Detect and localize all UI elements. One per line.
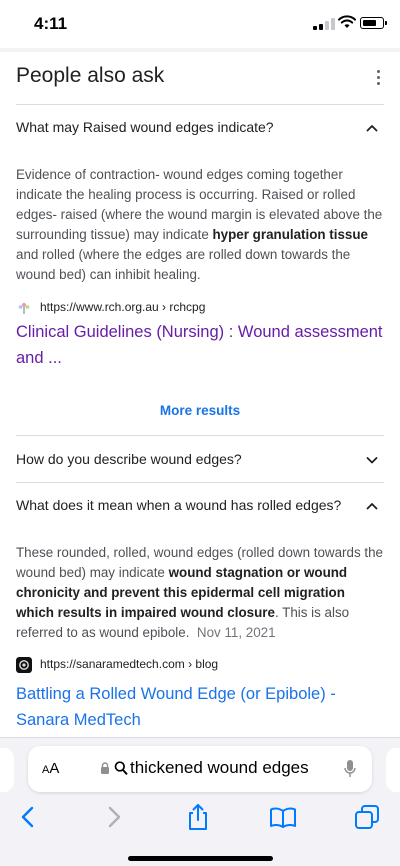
home-indicator [128,856,273,861]
previous-tab-edge[interactable] [0,748,14,792]
lock-icon [100,762,110,774]
next-tab-edge[interactable] [386,748,400,792]
people-also-ask-title: People also ask [16,64,165,87]
people-also-ask-header [0,58,400,108]
source-row-3[interactable] [16,655,384,675]
browser-toolbar [0,798,400,838]
forward-arrow-icon[interactable] [98,802,128,832]
source-url: https://sanaramedtech.com › blog [40,657,219,671]
answer-date: Nov 11, 2021 [196,625,276,640]
chevron-up-icon[interactable] [366,500,378,512]
address-text[interactable]: thickened wound edges [130,758,309,777]
answer-text-3: These rounded, rolled, wound edges (rolled down towards the wound bed) may indicate wound stagnation or wound chronicity and prevent this epidermal cell migration which results in impaired wound closure. This is also referred to as wound epibole. Nov 11, 2021 [16,545,383,640]
tabs-icon[interactable] [352,802,382,832]
browser-bottom-bar [0,737,400,866]
bookmarks-icon[interactable] [268,802,298,832]
answer-highlight: wound stagnation or wound chronicity and prevent this epidermal cell migration which results in impaired wound closure [16,565,348,620]
reader-settings-button[interactable]: AA [42,760,60,777]
chevron-up-icon[interactable] [366,122,378,134]
question-row-1[interactable] [0,104,400,152]
microphone-icon[interactable] [344,759,356,779]
status-bar [0,0,400,48]
source-row-1[interactable] [16,298,384,318]
question-text: How do you describe wound edges? [16,451,242,467]
section-separator [0,48,400,52]
answer-highlight: hyper granulation tissue [212,227,369,242]
more-options-icon[interactable] [372,70,384,90]
back-arrow-icon[interactable] [14,802,44,832]
status-time: 4:11 [34,14,68,33]
result-link-3[interactable]: Battling a Rolled Wound Edge (or Epibole) - Sanara MedTech [16,685,336,729]
search-icon [114,760,128,776]
question-text: What may Raised wound edges indicate? [16,119,274,135]
answer-text-1: Evidence of contraction- wound edges coming together indicate the healing process is occurring. Raised or rolled edges- raised (where the wound margin is elevated above the surrounding tissue) may indicate hyper granulation tissue and rolled (where the edges are rolled down towards the wound bed) can inhibit healing. [16,167,383,282]
rch-favicon-icon [16,300,32,316]
battery-icon [360,17,384,29]
cellular-signal-icon [313,18,335,30]
question-text: What does it mean when a wound has rolled edges? [16,497,342,513]
wifi-icon [338,15,356,29]
chevron-down-icon[interactable] [366,454,378,466]
question-row-2[interactable] [0,436,400,484]
more-results-link[interactable]: More results [159,403,241,418]
share-icon[interactable] [183,802,213,832]
sanara-favicon-icon [16,657,32,673]
source-url: https://www.rch.org.au › rchcpg [40,300,206,314]
result-link-1[interactable]: Clinical Guidelines (Nursing) : Wound assessment and ... [16,323,383,367]
address-bar[interactable] [28,746,372,792]
question-row-3[interactable] [0,482,400,530]
